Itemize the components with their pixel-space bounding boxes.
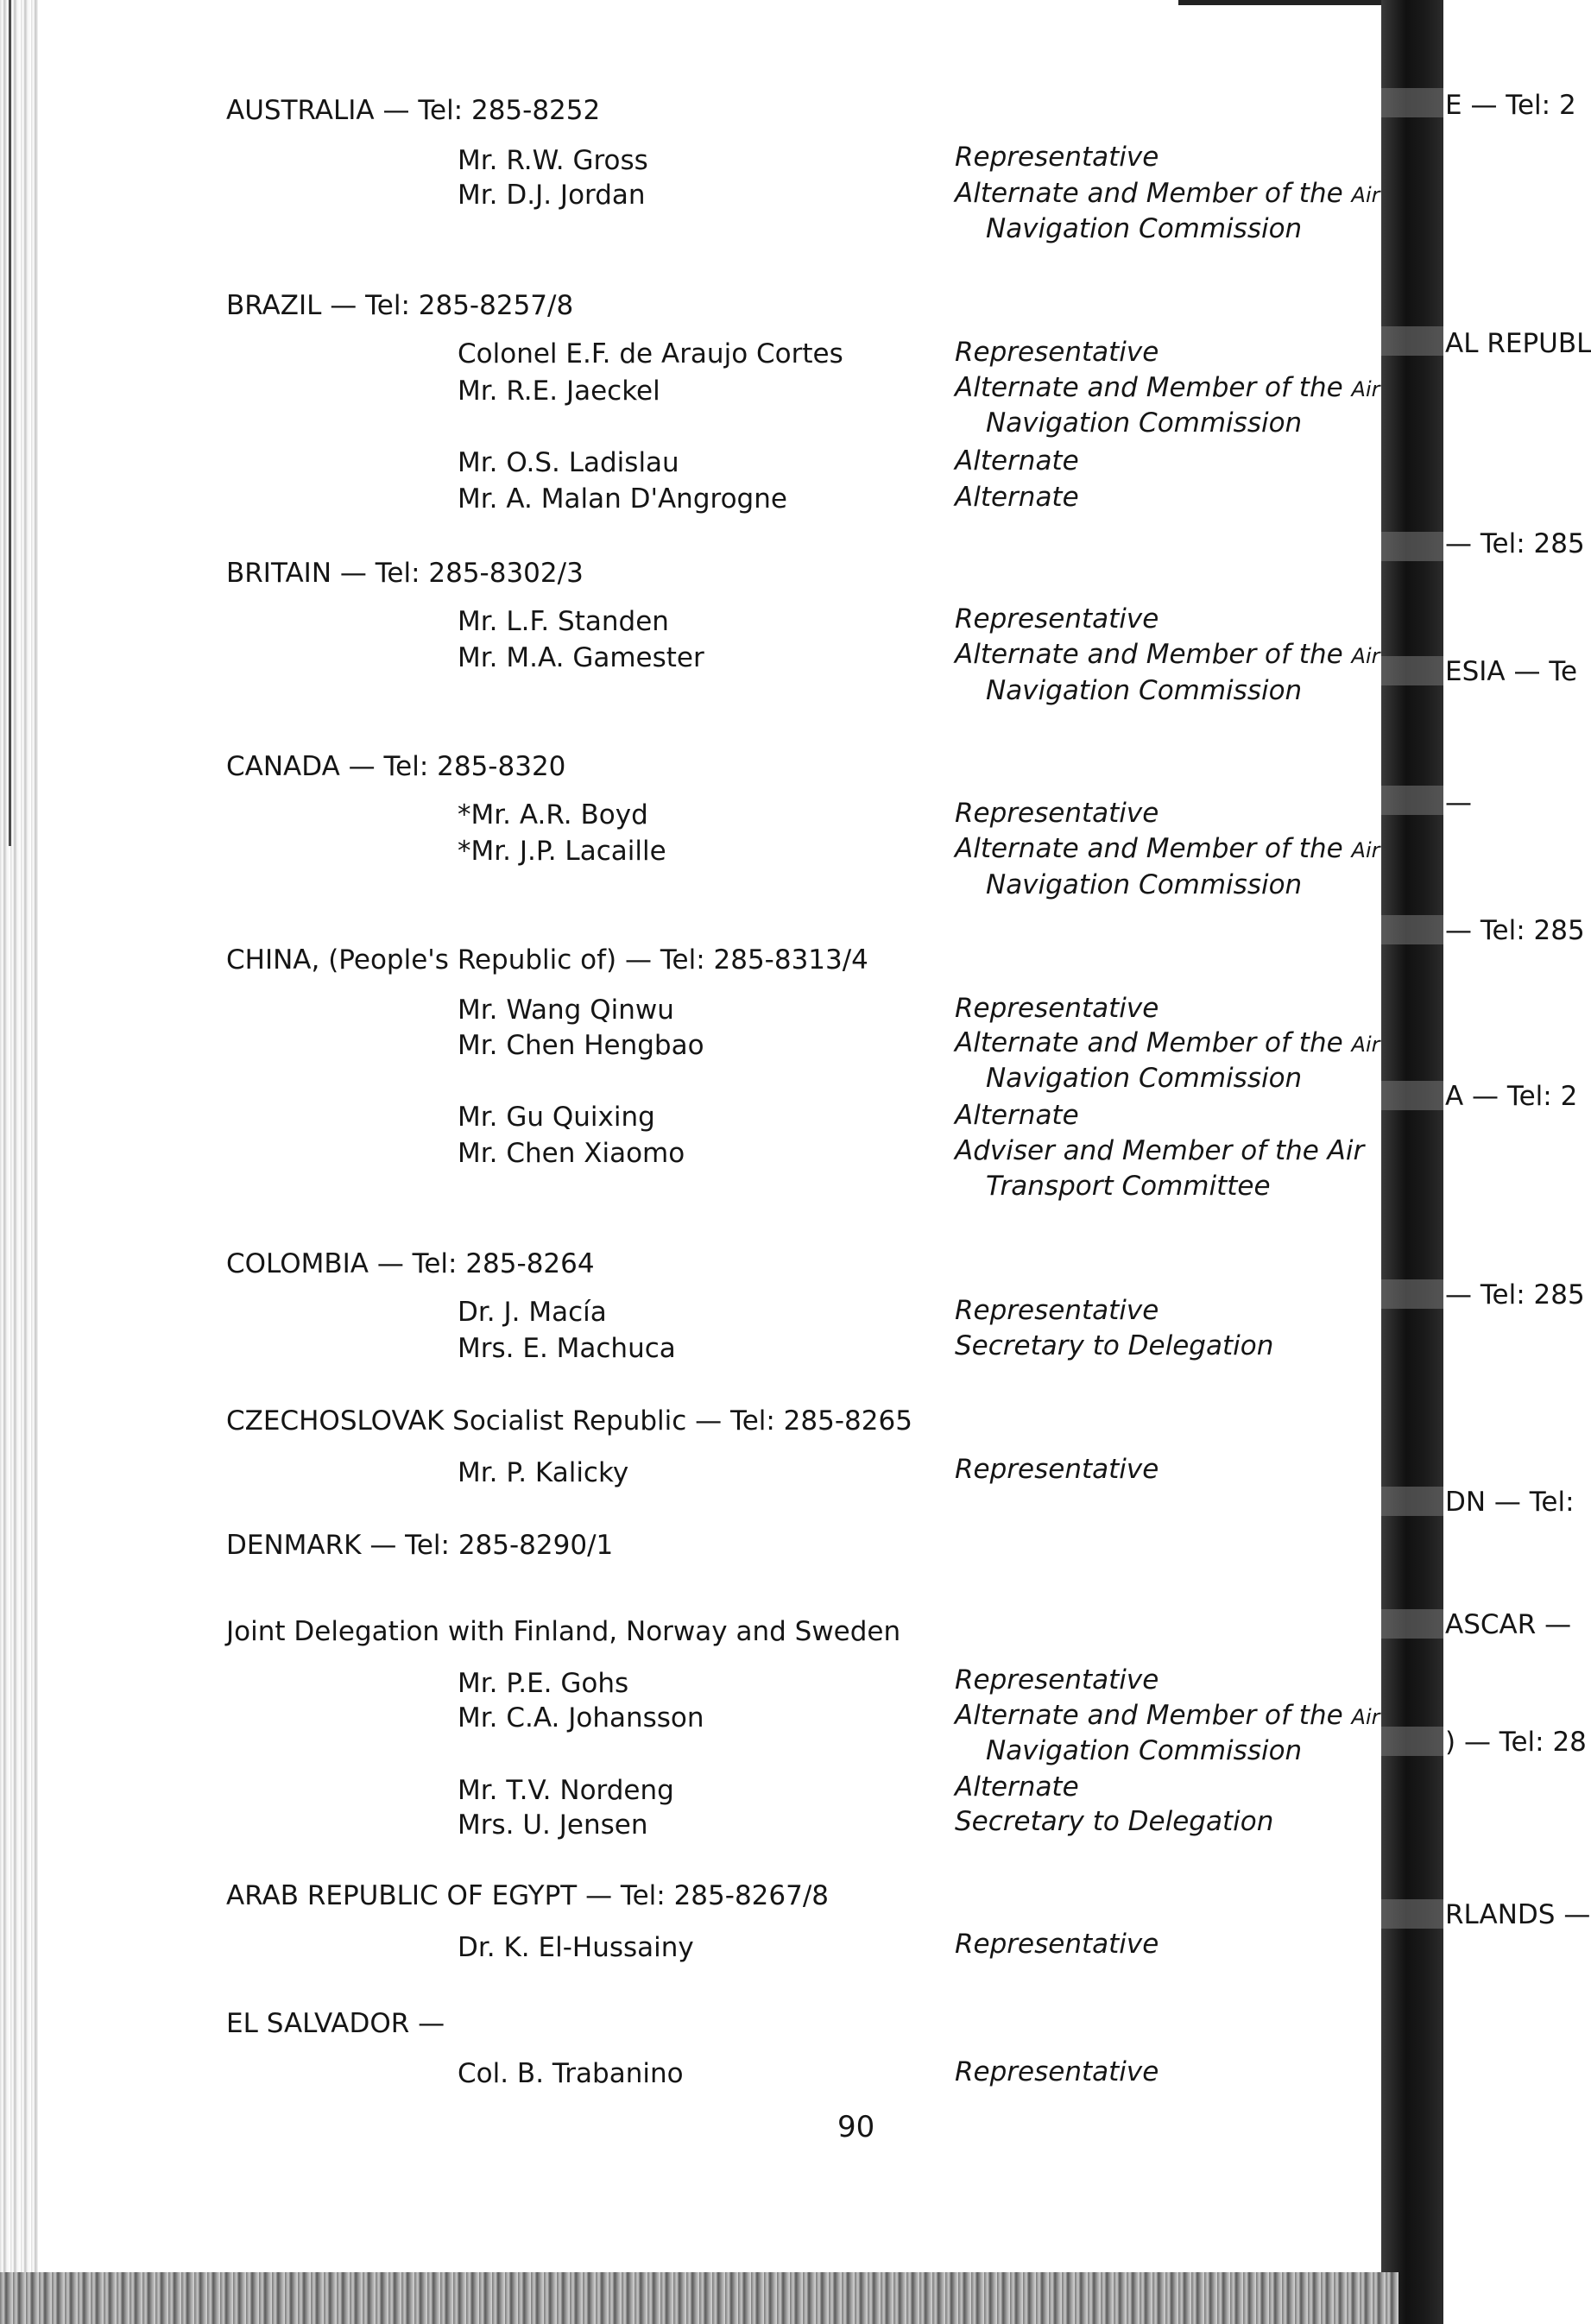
member-name: Dr. J. Macía [458, 1297, 607, 1328]
right-page-heading: ) — Tel: 28 [1445, 1727, 1587, 1758]
gutter-shadow [1381, 1081, 1443, 1110]
member-role: Representative [955, 142, 1159, 173]
member-role: Secretary to Delegation [955, 1806, 1274, 1837]
right-page-heading: — [1445, 787, 1472, 818]
member-role: Alternate and Member of the Air [955, 1700, 1380, 1731]
right-page-heading: — Tel: 285 [1445, 528, 1585, 559]
member-role: Representative [955, 1929, 1159, 1960]
page-number: 90 [837, 2110, 875, 2144]
right-page-heading: ASCAR — [1445, 1609, 1572, 1640]
member-role: Representative [955, 993, 1159, 1024]
right-page-heading: DN — Tel: [1445, 1487, 1575, 1518]
member-name: Mr. O.S. Ladislau [458, 447, 679, 478]
right-page-heading: — Tel: 285 [1445, 1279, 1585, 1310]
right-page-heading: A — Tel: 2 [1445, 1081, 1578, 1112]
member-name: Mr. A. Malan D'Angrogne [458, 483, 787, 515]
gutter-shadow [1381, 1899, 1443, 1929]
member-role: Representative [955, 1295, 1159, 1326]
member-role: Representative [955, 337, 1159, 368]
gutter-shadow [1381, 1727, 1443, 1756]
gutter-shadow [1381, 915, 1443, 944]
country-heading: BRITAIN — Tel: 285-8302/3 [226, 558, 584, 589]
member-role: Alternate and Member of the Air [955, 1027, 1380, 1058]
member-name: Mr. P.E. Gohs [458, 1668, 629, 1699]
member-name: Mr. P. Kalicky [458, 1457, 629, 1488]
country-heading: BRAZIL — Tel: 285-8257/8 [226, 290, 574, 321]
member-name: Dr. K. El-Hussainy [458, 1932, 694, 1963]
gutter-shadow [1381, 326, 1443, 356]
country-heading: CZECHOSLOVAK Socialist Republic — Tel: 285-8265 [226, 1405, 912, 1437]
member-role: Representative [955, 2056, 1159, 2087]
member-role: Representative [955, 1454, 1159, 1485]
member-name: Mr. D.J. Jordan [458, 180, 646, 211]
right-page-heading: E — Tel: 2 [1445, 90, 1576, 121]
gutter-shadow [1381, 786, 1443, 815]
member-name: *Mr. J.P. Lacaille [458, 836, 666, 867]
member-name: Mrs. U. Jensen [458, 1809, 648, 1841]
member-role: Alternate and Member of the Air [955, 372, 1380, 403]
member-name: Col. B. Trabanino [458, 2058, 684, 2089]
member-name: Mr. Gu Quixing [458, 1102, 655, 1133]
member-name: Mr. R.E. Jaeckel [458, 376, 660, 407]
country-heading: ARAB REPUBLIC OF EGYPT — Tel: 285-8267/8 [226, 1880, 829, 1911]
member-role: Alternate [955, 1100, 1079, 1131]
member-role-continued: Navigation Commission [986, 675, 1303, 706]
country-heading: CHINA, (People's Republic of) — Tel: 285-8313/4 [226, 944, 868, 976]
country-heading: COLOMBIA — Tel: 285-8264 [226, 1248, 595, 1279]
member-role: Secretary to Delegation [955, 1330, 1274, 1361]
country-heading: EL SALVADOR — [226, 2008, 445, 2039]
scan-top-line [1178, 0, 1381, 5]
member-role-continued: Transport Committee [986, 1171, 1271, 1202]
member-role: Representative [955, 1664, 1159, 1696]
member-name: Mr. Chen Xiaomo [458, 1138, 685, 1169]
member-role: Alternate and Member of the Air [955, 178, 1380, 209]
member-role-continued: Navigation Commission [986, 1063, 1303, 1094]
country-heading: Joint Delegation with Finland, Norway and Sweden [226, 1616, 901, 1647]
scan-bottom-strip [0, 2272, 1398, 2324]
right-page-heading: ESIA — Te [1445, 656, 1578, 687]
country-heading: CANADA — Tel: 285-8320 [226, 751, 566, 782]
gutter-shadow [1381, 88, 1443, 117]
member-name: Mr. R.W. Gross [458, 145, 648, 176]
member-name: Mr. L.F. Standen [458, 606, 669, 637]
right-page-heading: — Tel: 285 [1445, 915, 1585, 946]
member-name: Mr. M.A. Gamester [458, 642, 704, 673]
member-name: Mr. Chen Hengbao [458, 1030, 704, 1061]
member-name: *Mr. A.R. Boyd [458, 799, 648, 830]
member-role-continued: Navigation Commission [986, 407, 1303, 439]
member-role: Alternate [955, 482, 1079, 513]
member-name: Mr. C.A. Johansson [458, 1702, 704, 1734]
member-role: Representative [955, 603, 1159, 635]
right-page-heading: AL REPUBL [1445, 328, 1591, 359]
member-name: Colonel E.F. de Araujo Cortes [458, 338, 843, 369]
gutter-shadow [1381, 656, 1443, 685]
member-name: Mr. Wang Qinwu [458, 995, 674, 1026]
member-name: Mrs. E. Machuca [458, 1333, 676, 1364]
member-role: Alternate and Member of the Air [955, 639, 1380, 670]
member-role: Alternate [955, 445, 1079, 477]
country-heading: DENMARK — Tel: 285-8290/1 [226, 1530, 614, 1561]
member-role-continued: Navigation Commission [986, 1735, 1303, 1766]
gutter-shadow [1381, 1279, 1443, 1309]
country-heading: AUSTRALIA — Tel: 285-8252 [226, 95, 601, 126]
scan-left-edge [0, 0, 38, 2324]
member-role: Representative [955, 798, 1159, 829]
member-role-continued: Navigation Commission [986, 213, 1303, 244]
right-page-fragment [1443, 0, 1591, 2324]
member-role: Adviser and Member of the Air [955, 1135, 1365, 1166]
member-role: Alternate and Member of the Air [955, 833, 1380, 864]
member-name: Mr. T.V. Nordeng [458, 1775, 674, 1806]
member-role: Alternate [955, 1771, 1079, 1803]
right-page-heading: RLANDS — [1445, 1899, 1591, 1930]
scan-left-line [9, 0, 11, 846]
gutter-shadow [1381, 532, 1443, 561]
gutter-shadow [1381, 1487, 1443, 1516]
member-role-continued: Navigation Commission [986, 869, 1303, 900]
gutter-shadow [1381, 1609, 1443, 1639]
